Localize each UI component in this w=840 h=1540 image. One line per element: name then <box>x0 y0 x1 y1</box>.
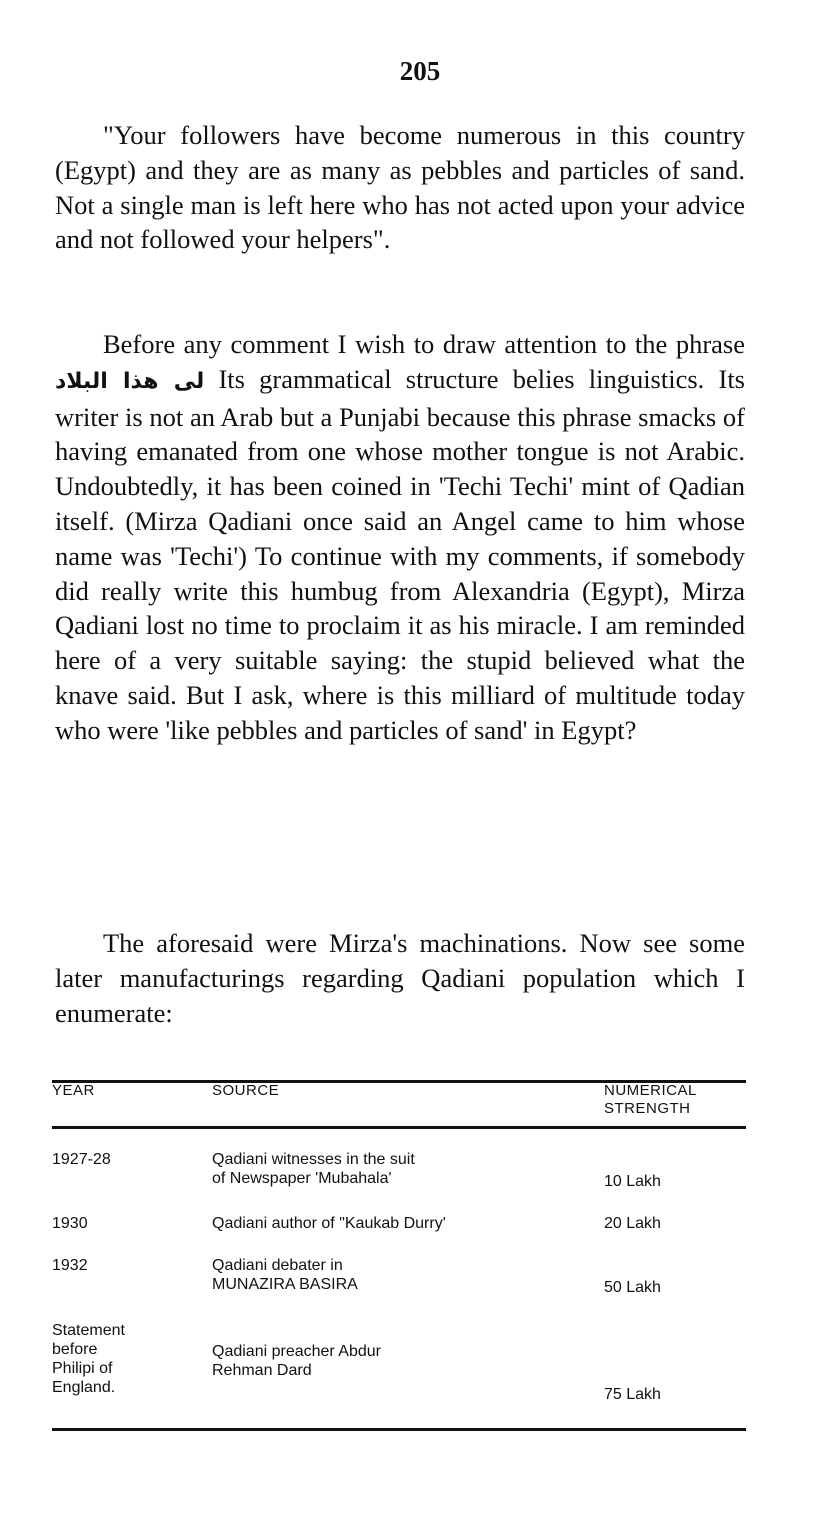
table-row-3-source: Qadiani debater in MUNAZIRA BASIRA <box>212 1257 358 1293</box>
header-numerical-line2: STRENGTH <box>604 1100 691 1117</box>
page-number: 205 <box>399 56 441 86</box>
table-rule-mid <box>52 1126 746 1129</box>
table-row-4-strength: 75 Lakh <box>604 1386 661 1403</box>
table-row-2-source: Qadiani author of "Kaukab Durry' <box>212 1215 446 1232</box>
table-row-4-year: Statement before Philipi of England. <box>52 1322 125 1396</box>
header-numerical-strength <box>604 1082 697 1118</box>
comment-paragraph: Before any comment I wish to draw attention to the phrase لى هذا البلاد Its grammatical structure belies linguistics. Its writer is not an Arab but a Punjabi because this phrase smacks of having emanated from one whose mother tongue is not Arabic. Undoubtedly, it has been coined in 'Techi Techi' mint of Qadian itself. (Mirza Qadiani once said an Angel came to him whose name was 'Techi') To continue with my comments, if somebody did really write this humbug from Alexandria (Egypt), Mirza Qadiani lost no time to proclaim it as his miracle. I am reminded here of a very suitable saying: the stupid believed what the knave said. But I ask, where is this milliard of multitude today who were 'like pebbles and particles of sand' in Egypt? <box>55 329 745 745</box>
table-row-3-strength: 50 Lakh <box>604 1279 661 1296</box>
header-year: YEAR <box>52 1082 95 1099</box>
arabic-phrase: لى هذا البلاد <box>55 368 205 394</box>
table-row-1-year: 1927-28 <box>52 1151 111 1168</box>
header-numerical-line1: NUMERICAL <box>604 1082 697 1099</box>
quote-paragraph: "Your followers have become numerous in this country (Egypt) and they are as many as pebbles and particles of sand. Not a single man is left here who has not acted upon your advice and not followed your helpers". <box>55 120 745 255</box>
header-source: SOURCE <box>212 1082 280 1099</box>
table-row-4-source: Qadiani preacher Abdur Rehman Dard <box>212 1343 381 1379</box>
table-row-2-strength: 20 Lakh <box>604 1215 661 1232</box>
table-row-1-source: Qadiani witnesses in the suit of Newspaper 'Mubahala' <box>212 1151 415 1187</box>
table-row-1-strength: 10 Lakh <box>604 1173 661 1190</box>
table-rule-bottom <box>52 1428 746 1431</box>
table-row-3-year: 1932 <box>52 1257 88 1274</box>
table-row-2-year: 1930 <box>52 1215 88 1232</box>
intro-paragraph: The aforesaid were Mirza's machinations. Now see some later manufacturings regarding Qadiani population which I enumerate: <box>55 928 745 1028</box>
